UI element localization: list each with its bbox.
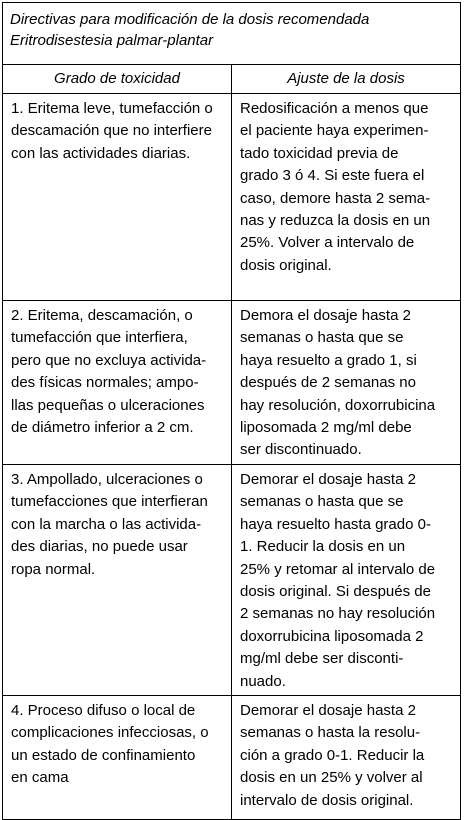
- table-subtitle-line: Eritrodisestesia palmar-plantar: [10, 32, 214, 49]
- cell-line: mg/ml debe ser disconti-: [240, 650, 404, 668]
- cell-line: después de 2 semanas no: [240, 374, 416, 392]
- table-header-row: [3, 65, 461, 94]
- cell-line: pero que no excluya activida-: [11, 351, 207, 369]
- cell-line: Redosificación a menos que: [240, 100, 429, 117]
- cell-line: llas pequeñas o ulceraciones: [11, 396, 205, 414]
- cell-line: nuado.: [240, 672, 286, 690]
- cell-line: 25% y retomar al intervalo de: [240, 560, 436, 578]
- dose-modification-table: [2, 2, 461, 820]
- table-title: [3, 3, 461, 65]
- table-title-line: Directivas para modificación de la dosis recomendada: [10, 11, 370, 28]
- cell-line: 2. Eritema, descamación, o: [11, 307, 193, 324]
- cell-line: dosis original. Si después de: [240, 583, 431, 601]
- adjustment-cell: [232, 696, 461, 820]
- cell-line: tumefacciones que interfieran: [11, 493, 208, 511]
- table-title-row: [3, 3, 461, 65]
- header-dose-adjustment: Ajuste de la dosis: [232, 65, 461, 94]
- cell-line: grado 3 ó 4. Si este fuera el: [240, 167, 425, 185]
- cell-line: tumefacción que interfiera,: [11, 329, 188, 347]
- grade-cell: [3, 94, 232, 301]
- adjustment-cell: [232, 94, 461, 301]
- cell-line: dosis original.: [240, 256, 332, 274]
- grade-cell: [3, 696, 232, 820]
- header-toxicity-grade: Grado de toxicidad: [3, 65, 232, 94]
- cell-line: ropa normal.: [11, 560, 96, 578]
- cell-line: 2 semanas no hay resolución: [240, 605, 436, 623]
- adjustment-cell: [232, 465, 461, 696]
- cell-line: 3. Ampollado, ulceraciones o: [11, 471, 203, 488]
- cell-line: haya resuelto hasta grado 0-: [240, 515, 431, 533]
- cell-line: complicaciones infecciosas, o: [11, 724, 209, 742]
- cell-line: semanas o hasta que se: [240, 493, 404, 511]
- cell-line: Demora el dosaje hasta 2: [240, 307, 411, 324]
- cell-line: des diarias, no puede usar: [11, 538, 188, 556]
- cell-line: liposomada 2 mg/ml debe: [240, 419, 412, 437]
- cell-line: tado toxicidad previa de: [240, 144, 399, 162]
- cell-line: des físicas normales; ampo-: [11, 374, 199, 392]
- cell-line: 4. Proceso difuso o local de: [11, 702, 196, 719]
- cell-line: 1. Reducir la dosis en un: [240, 538, 406, 556]
- cell-line: haya resuelto a grado 1, si: [240, 351, 417, 369]
- cell-line: semanas o hasta la resolu-: [240, 724, 421, 742]
- cell-line: con la marcha o las activida-: [11, 515, 202, 533]
- cell-line: descamación que no interfiere: [11, 122, 212, 140]
- grade-cell: [3, 465, 232, 696]
- table-row: [3, 696, 461, 820]
- table-row: [3, 465, 461, 696]
- cell-line: semanas o hasta que se: [240, 329, 404, 347]
- cell-line: caso, demore hasta 2 sema-: [240, 189, 431, 207]
- cell-line: Demorar el dosaje hasta 2: [240, 702, 416, 719]
- cell-line: el paciente haya experimen-: [240, 122, 429, 140]
- grade-cell: [3, 301, 232, 465]
- table-row: [3, 301, 461, 465]
- cell-line: nas y reduzca la dosis en un: [240, 212, 431, 230]
- cell-line: ser discontinuado.: [240, 441, 362, 459]
- cell-line: ción a grado 0-1. Reducir la: [240, 746, 425, 764]
- cell-line: dosis en un 25% y volver al: [240, 769, 423, 787]
- cell-line: de diámetro inferior a 2 cm.: [11, 419, 194, 437]
- cell-line: 1. Eritema leve, tumefacción o: [11, 100, 213, 117]
- cell-line: doxorrubicina liposomada 2: [240, 627, 424, 645]
- cell-line: 25%. Volver a intervalo de: [240, 234, 415, 252]
- cell-line: con las actividades diarias.: [11, 144, 191, 162]
- table-row: [3, 94, 461, 301]
- cell-line: intervalo de dosis original.: [240, 791, 414, 809]
- cell-line: Demorar el dosaje hasta 2: [240, 471, 416, 488]
- cell-line: hay resolución, doxorrubicina: [240, 396, 436, 414]
- adjustment-cell: [232, 301, 461, 465]
- cell-line: un estado de confinamiento: [11, 746, 196, 764]
- cell-line: en cama: [11, 769, 69, 787]
